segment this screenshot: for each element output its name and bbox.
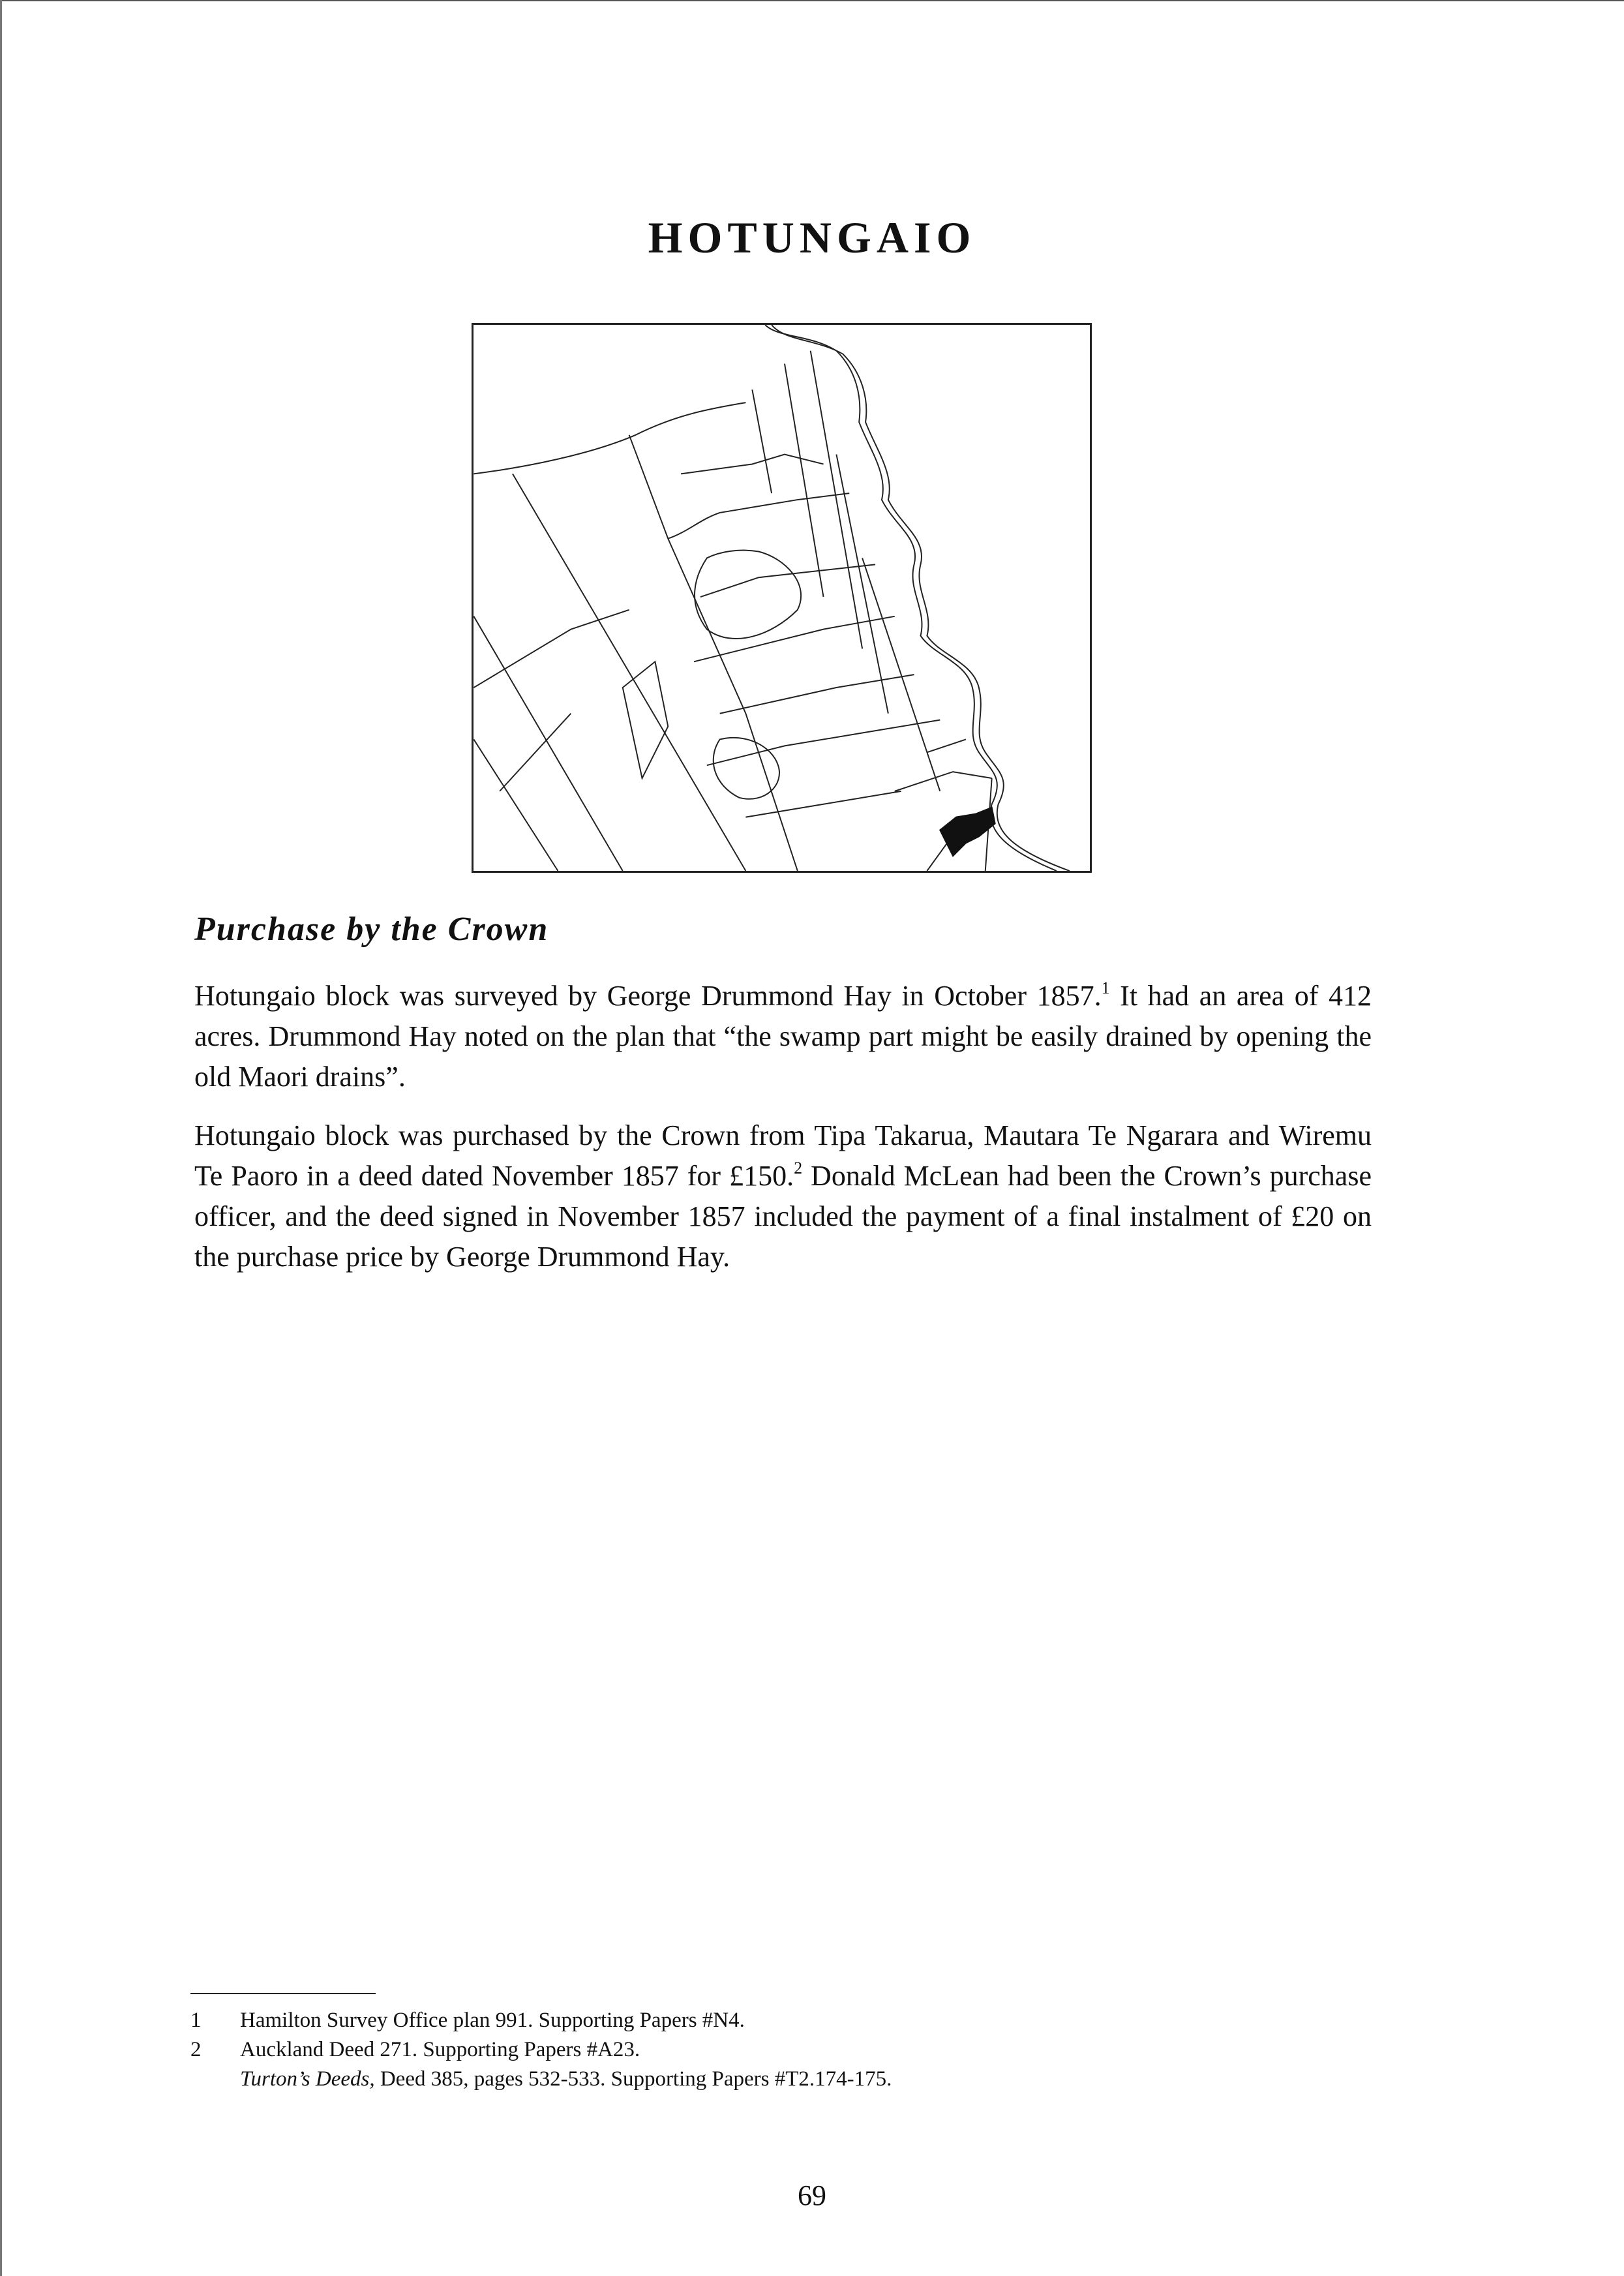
parcel-line — [668, 493, 849, 539]
land-block-map — [472, 323, 1092, 873]
footnote — [190, 2006, 1364, 2035]
footnote-number: 2 — [190, 2038, 202, 2061]
section-heading: Purchase by the Crown — [194, 911, 549, 948]
river-line — [765, 325, 1057, 871]
parcel-line — [752, 389, 772, 493]
paragraph-text: Hotungaio block was purchased by the Crown from Tipa Takarua, Mautara Te Ngarara and Wiremu Te Paoro in a deed dated November 1857 for £150. — [194, 1119, 1372, 1192]
boundary-top — [474, 402, 745, 474]
page-number: 69 — [798, 2179, 826, 2211]
parcel-line — [500, 714, 571, 791]
parcel-line — [895, 772, 992, 791]
parcel-line — [629, 435, 798, 871]
footnote — [190, 2035, 1364, 2065]
paragraph-survey — [194, 976, 1372, 1097]
parcel-line — [836, 455, 888, 714]
paragraph-text: Donald McLean had been the Crown’s purchase officer, and the deed signed in November 1857 included the payment of a final instalment of £20 on the purchase price by George Drummond Hay. — [194, 1160, 1372, 1273]
parcel-line — [811, 351, 862, 649]
map-drawing — [474, 325, 1090, 871]
footnote-ref: 1 — [1101, 979, 1110, 997]
footnote-rule — [190, 1993, 376, 1994]
parcel-line — [474, 739, 558, 871]
parcel-line — [862, 558, 940, 791]
parcel-line — [707, 720, 940, 766]
parcel-line — [694, 616, 895, 662]
parcel-line — [513, 474, 745, 871]
scan-edge-left — [0, 0, 2, 2276]
footnote-text: Hamilton Survey Office plan 991. Supporting Papers #N4. — [240, 2009, 745, 2032]
footnote-continuation — [190, 2065, 1364, 2094]
river-bank — [772, 325, 1070, 871]
paragraph-text: Hotungaio block was surveyed by George Drummond Hay in October 1857. — [194, 980, 1102, 1012]
footnotes — [190, 2006, 1364, 2094]
parcel-line — [474, 616, 622, 871]
parcel-line — [745, 791, 901, 817]
swamp-outline — [623, 661, 669, 778]
footnote-italic-title: Turton’s Deeds, — [240, 2067, 375, 2091]
paragraph-text: It had an area of 412 acres. Drummond Hay noted on the plan that “the swamp part might be easily drained by opening the old Maori drains”. — [194, 980, 1372, 1093]
parcel-line — [474, 610, 629, 688]
footnote-text: Deed 385, pages 532-533. Supporting Papers #T2.174-175. — [374, 2067, 892, 2091]
parcel-line — [927, 739, 966, 752]
page-title: HOTUNGAIO — [648, 213, 976, 262]
swamp-outline — [714, 738, 779, 799]
swamp-outline — [695, 551, 801, 639]
footnote-text: Auckland Deed 271. Supporting Papers #A23. — [240, 2038, 640, 2061]
paragraph-purchase — [194, 1115, 1372, 1277]
footnote-number: 1 — [190, 2009, 202, 2032]
parcel-line — [785, 364, 824, 597]
footnote-ref: 2 — [794, 1159, 803, 1177]
scan-edge-top — [0, 0, 1624, 1]
